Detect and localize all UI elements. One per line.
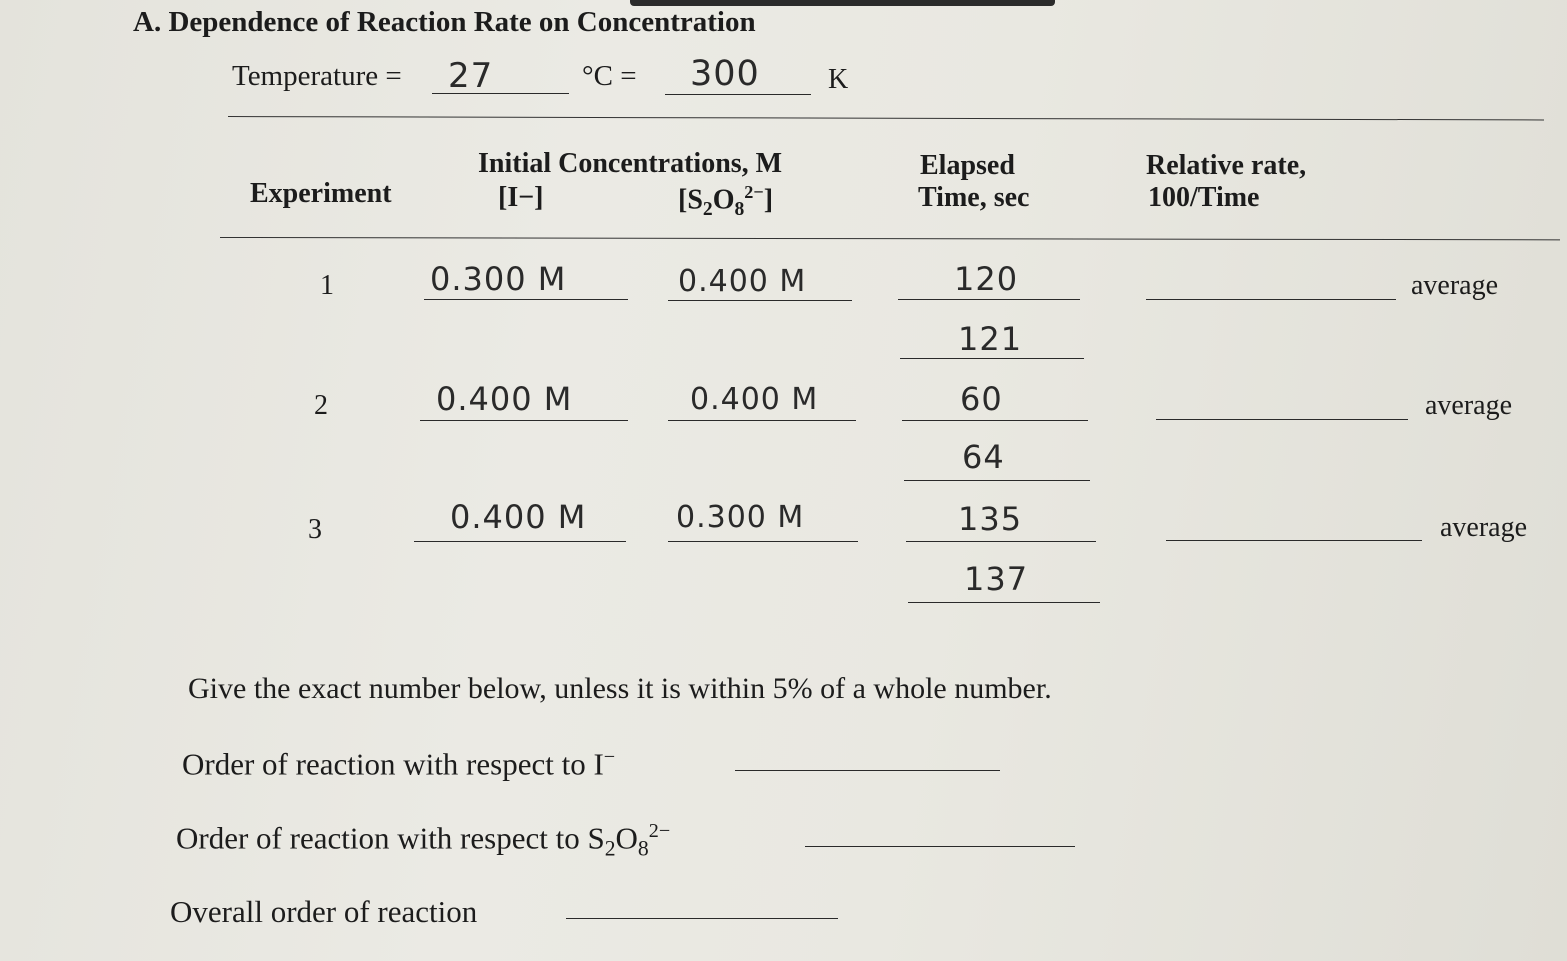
persulfate-o: O [712,184,735,216]
header-experiment: Experiment [250,178,392,209]
row3-time1: 135 [958,500,1023,538]
row1-time2-blank [900,358,1084,359]
row3-persulfate-blank [668,541,858,542]
question-persulfate-sub1: 2 [604,836,616,861]
temperature-label: Temperature = [232,60,402,92]
persulfate-s: [S [678,184,703,216]
row3-rate-blank [1166,540,1422,541]
persulfate-sub2: 8 [734,198,745,220]
header-iodide: [I−] [498,182,544,213]
row2-iodide-blank [420,420,628,421]
header-top-rule [228,116,1544,120]
persulfate-close: ] [763,184,774,216]
header-rate-2: 100/Time [1148,182,1260,213]
instructions: Give the exact number below, unless it is within 5% of a whole number. [188,672,1052,705]
persulfate-sup: 2− [744,182,764,202]
question-persulfate-o: O [615,820,638,856]
question-iodide-order [182,746,615,782]
kelvin-unit: K [828,64,849,95]
row2-persulfate: 0.400 M [690,382,819,417]
overall-order-answer-blank[interactable] [566,918,838,919]
row3-experiment: 3 [308,514,322,545]
question-persulfate-sub2: 8 [637,836,649,861]
row3-time2-blank [908,602,1100,603]
question-persulfate-order [176,820,670,862]
celsius-blank [432,93,569,94]
kelvin-value: 300 [690,54,760,94]
row2-average: average [1425,390,1513,421]
header-persulfate [678,182,773,221]
row3-iodide-blank [414,541,626,542]
question-persulfate-sup: 2− [648,820,671,842]
kelvin-blank [665,94,811,95]
row1-iodide-blank [424,299,628,300]
row3-persulfate: 0.300 M [676,500,805,535]
row1-time1: 120 [954,260,1019,298]
row3-time2: 137 [964,560,1029,598]
header-elapsed-2: Time, sec [918,182,1030,213]
celsius-value: 27 [448,56,494,96]
section-title: A. Dependence of Reaction Rate on Concentration [133,6,756,38]
row3-iodide: 0.400 M [450,498,587,536]
row1-persulfate: 0.400 M [678,264,807,299]
question-iodide-sup: − [603,746,616,768]
persulfate-sub1: 2 [702,198,713,220]
header-elapsed-1: Elapsed [920,150,1015,181]
row2-persulfate-blank [668,420,856,421]
row2-time2: 64 [962,438,1005,476]
row1-time2: 121 [958,320,1023,358]
row1-iodide: 0.300 M [430,260,567,298]
row2-experiment: 2 [314,390,328,421]
row1-persulfate-blank [668,300,852,301]
question-overall-order: Overall order of reaction [170,894,478,929]
row1-rate-blank [1146,299,1396,300]
row3-time1-blank [906,541,1096,542]
row2-time2-blank [904,480,1090,481]
row1-time1-blank [898,299,1080,300]
row2-rate-blank [1156,419,1408,420]
header-initial-concentrations: Initial Concentrations, M [478,148,783,179]
celsius-unit: °C = [582,60,637,92]
row2-iodide: 0.400 M [436,380,573,418]
row3-average: average [1440,512,1528,543]
row1-average: average [1411,270,1499,301]
row2-time1: 60 [960,380,1003,418]
header-bottom-rule [220,237,1560,240]
iodide-order-answer-blank[interactable] [735,770,1000,771]
row1-experiment: 1 [320,270,334,301]
persulfate-order-answer-blank[interactable] [805,846,1075,847]
header-rate-1: Relative rate, [1146,150,1307,181]
row2-time1-blank [902,420,1088,421]
question-iodide-text: Order of reaction with respect to I [182,746,604,782]
question-persulfate-text: Order of reaction with respect to S [176,820,605,856]
